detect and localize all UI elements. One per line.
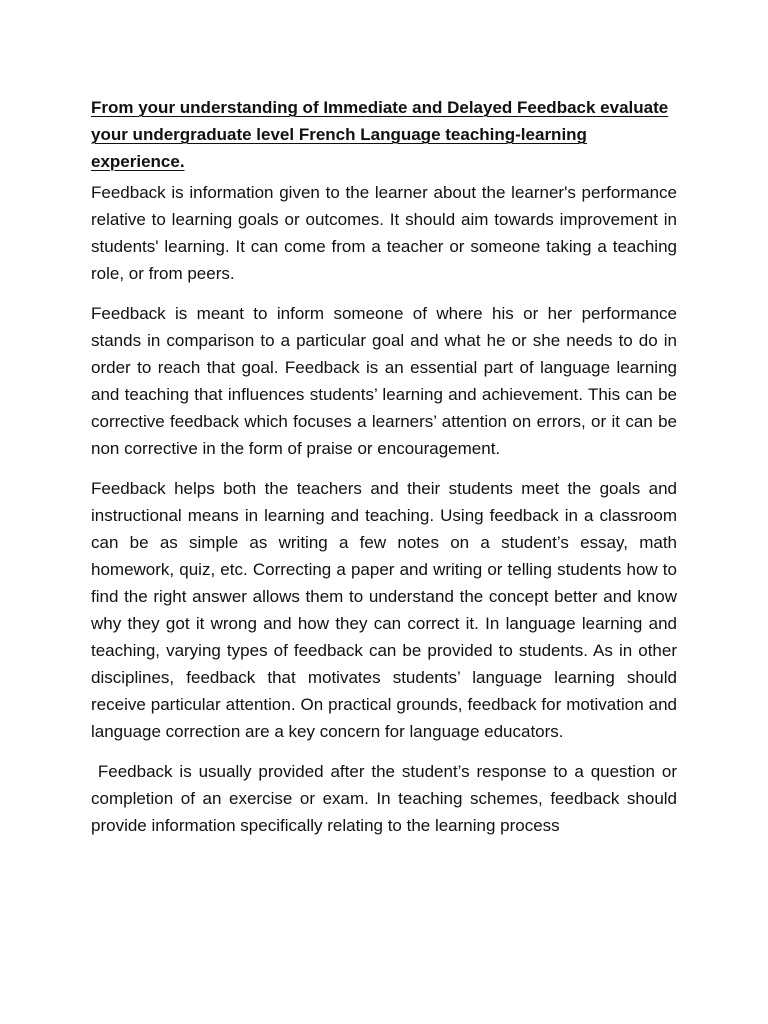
paragraph-purpose: Feedback is meant to inform someone of where his or her performance stands in comparison to a particular goal and what he or she needs to do in order to reach that goal. Feedback is an essential part of language learning and teaching that influences students’ learning and achievement. This can be corrective feedback which focuses a learners’ attention on errors, or it can be non corrective in the form of praise or encouragement.: [91, 304, 677, 458]
paragraph-definition: Feedback is information given to the learner about the learner's performance relative to learning goals or outcomes. It should aim towards improvement in students' learning. It can come from a teacher or someone taking a teaching role, or from peers.: [91, 183, 677, 283]
paragraph-timing: Feedback is usually provided after the student’s response to a question or completion of an exercise or exam. In teaching schemes, feedback should provide information specifically relating to the learning process: [91, 762, 677, 835]
paragraph-classroom: Feedback helps both the teachers and their students meet the goals and instructional means in learning and teaching. Using feedback in a classroom can be as simple as writing a few notes on a student’s essay, math homework, quiz, etc. Correcting a paper and writing or telling students how to find the right answer allows them to understand the concept better and know why they got it wrong and how they can correct it. In language learning and teaching, varying types of feedback can be provided to students. As in other disciplines, feedback that motivates students’ language learning should receive particular attention. On practical grounds, feedback for motivation and language correction are a key concern for language educators.: [91, 479, 677, 741]
document-title: From your understanding of Immediate and Delayed Feedback evaluate your undergraduate level French Language teaching-learning experience.: [91, 98, 669, 171]
document-body: [91, 94, 677, 852]
